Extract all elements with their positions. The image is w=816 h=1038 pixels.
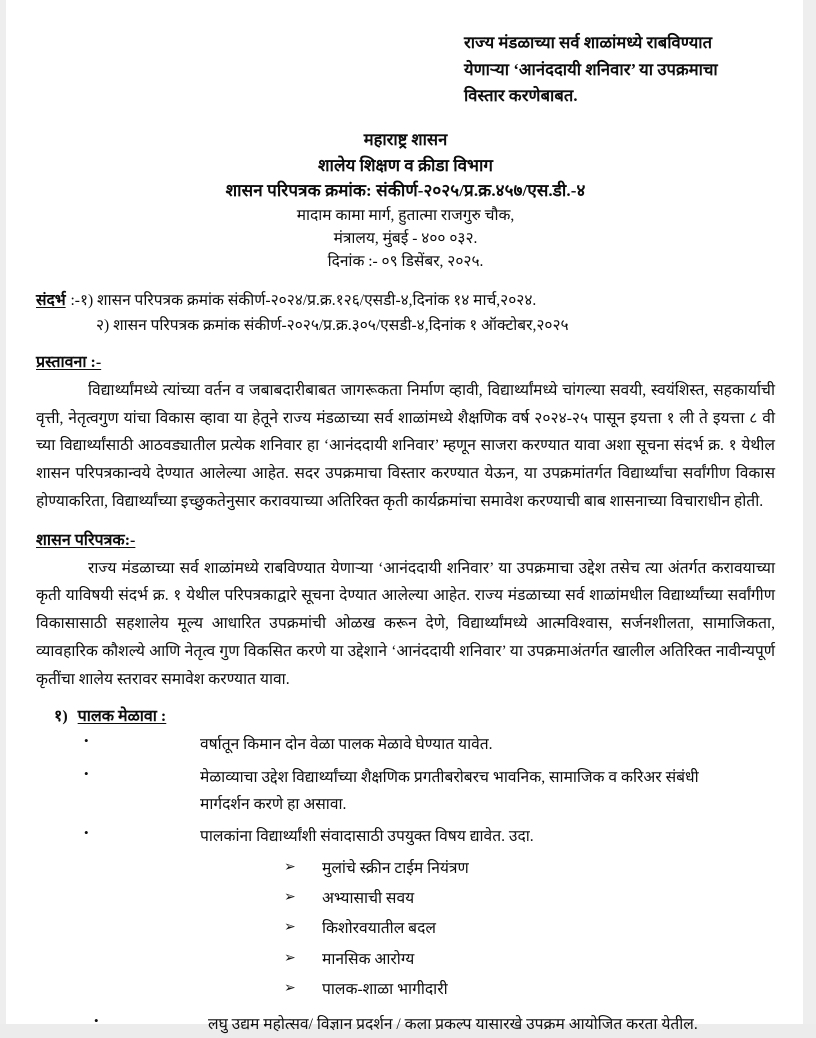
sub-bullet-text: अभ्यासाची सवय	[322, 889, 415, 907]
sub-list-item	[200, 975, 721, 1005]
reference-item-1: १) शासन परिपत्रक क्रमांक संकीर्ण-२०२४/प्र.क्र.१२६/एसडी-४,दिनांक १४ मार्च,२०२४.	[79, 291, 537, 309]
list-item	[32, 764, 779, 819]
reference-row-1	[36, 288, 779, 313]
sub-list-item	[200, 914, 721, 944]
list-item	[32, 1011, 779, 1038]
subject-line-1: राज्य मंडळाच्या सर्व शाळांमध्ये राबविण्यात	[464, 33, 713, 52]
list-item	[32, 823, 779, 1005]
preamble-heading-wrap	[32, 338, 779, 372]
reference-label: संदर्भ	[36, 291, 66, 309]
bullet-text: मेळाव्याचा उद्देश विद्यार्थ्यांच्या शैक्षणिक प्रगतीबरोबरच भावनिक, सामाजिक व करिअर संबंधी मार्गदर्शन करणे हा असावा.	[200, 768, 699, 813]
bullet-list	[32, 731, 779, 1037]
address-line-1: मादाम कामा मार्ग, हुतात्मा राजगुरु चौक,	[296, 206, 515, 224]
document-page	[6, 0, 803, 1033]
sub-bullet-list	[200, 854, 721, 1006]
sub-list-item	[200, 854, 721, 884]
subject-block	[32, 0, 779, 110]
sub-bullet-text: मानसिक आरोग्य	[322, 950, 415, 968]
item-number: १)	[54, 708, 68, 726]
bullet-text: लघु उद्यम महोत्सव/ विज्ञान प्रदर्शन / कला प्रकल्प यासारखे उपक्रम आयोजित करता येतील.	[208, 1015, 698, 1033]
item-title: पालक मेळावा :	[77, 708, 167, 726]
circular-heading: शासन परिपत्रक:-	[36, 531, 136, 549]
bullet-text: पालकांना विद्यार्थ्यांशी संवादासाठी उपयुक्त विषय द्यावेत. उदा.	[200, 828, 534, 846]
list-item	[32, 731, 779, 758]
reference-item-2: २) शासन परिपत्रक क्रमांक संकीर्ण-२०२५/प्र.क्र.३०५/एसडी-४,दिनांक १ ऑक्टोबर,२०२५	[96, 316, 569, 334]
subject-line-3: विस्तार करणेबाबत.	[464, 86, 578, 106]
list-item-number-1	[32, 704, 779, 726]
reference-label-suffix: :-	[66, 291, 80, 309]
government-name: महाराष्ट्र शासन	[363, 130, 448, 150]
sub-list-item	[200, 884, 721, 914]
subject-line-2: येणाऱ्या ‘आनंददायी शनिवार’ या उपक्रमाचा	[464, 59, 718, 79]
address-line-2: मंत्रालय, मुंबई - ४०० ०३२.	[333, 230, 478, 248]
date-line: दिनांक :- ०९ डिसेंबर, २०२५.	[327, 253, 484, 271]
preamble-heading: प्रस्तावना :-	[36, 353, 102, 371]
department-name: शालेय शिक्षण व क्रीडा विभाग	[318, 155, 493, 175]
reference-block	[32, 288, 779, 338]
masthead	[32, 128, 779, 274]
circular-paragraph: राज्य मंडळाच्या सर्व शाळांमध्ये राबविण्यात येणाऱ्या ‘आनंददायी शनिवार’ या उपक्रमाचा उद्देश तसेच त्या अंतर्गत करावयाच्या कृती याविषयी संदर्भ क्र. १ येथील परिपत्रकाद्वारे सूचना देण्यात आलेल्या आहेत. राज्य मंडळाच्या सर्व शाळांमधील विद्यार्थ्यांच्या सर्वांगीण विकासासाठी सहशालेय मूल्य आधारित उपक्रमांची ओळख करून देणे, विद्यार्थ्यांमध्ये आत्मविश्वास, सर्जनशीलता, सामाजिकता, व्यावहारिक कौशल्ये आणि नेतृत्व गुण विकसित करणे या उद्देशाने ‘आनंददायी शनिवार’ या उपक्रमाअंतर्गत खालील अतिरिक्त नावीन्यपूर्ण कृतींचा शालेय स्तरावर समावेश करण्यात यावा.	[36, 559, 775, 688]
sub-bullet-text: मुलांचे स्क्रीन टाईम नियंत्रण	[322, 859, 469, 877]
bullet-text: वर्षातून किमान दोन वेळा पालक मेळावे घेण्यात यावेत.	[200, 736, 493, 754]
sub-list-item	[200, 945, 721, 975]
circular-number: शासन परिपत्रक क्रमांक: संकीर्ण-२०२५/प्र.क्र.४५७/एस.डी.-४	[225, 181, 586, 201]
sub-bullet-text: किशोरवयातील बदल	[322, 920, 436, 938]
circular-heading-wrap	[32, 516, 779, 550]
sub-bullet-text: पालक-शाळा भागीदारी	[322, 981, 448, 999]
reference-row-2	[36, 313, 779, 338]
preamble-paragraph: विद्यार्थ्यांमध्ये त्यांच्या वर्तन व जबाबदारीबाबत जागरूकता निर्माण व्हावी, विद्यार्थ्यांमध्ये चांगल्या सवयी, स्वयंशिस्त, सहकार्याची वृत्ती, नेतृत्वगुण यांचा विकास व्हावा या हेतूने राज्य मंडळाच्या सर्व शाळांमध्ये शैक्षणिक वर्ष २०२४-२५ पासून इयत्ता १ ली ते इयत्ता ८ वी च्या विद्यार्थ्यांसाठी आठवड्यातील प्रत्येक शनिवार हा ‘आनंददायी शनिवार’ म्हणून साजरा करण्यात यावा अशा सूचना संदर्भ क्र. १ येथील शासन परिपत्रकान्वये देण्यात आलेल्या आहेत. सदर उपक्रमाचा विस्तार करण्यात येऊन, या उपक्रमांतर्गत विद्यार्थ्यांचा सर्वांगीण विकास होण्याकरिता, विद्यार्थ्यांच्या इच्छुकतेनुसार करावयाच्या अतिरिक्त कृती कार्यक्रमांचा समावेश करण्याची बाब शासनाच्या विचाराधीन होती.	[36, 381, 775, 510]
